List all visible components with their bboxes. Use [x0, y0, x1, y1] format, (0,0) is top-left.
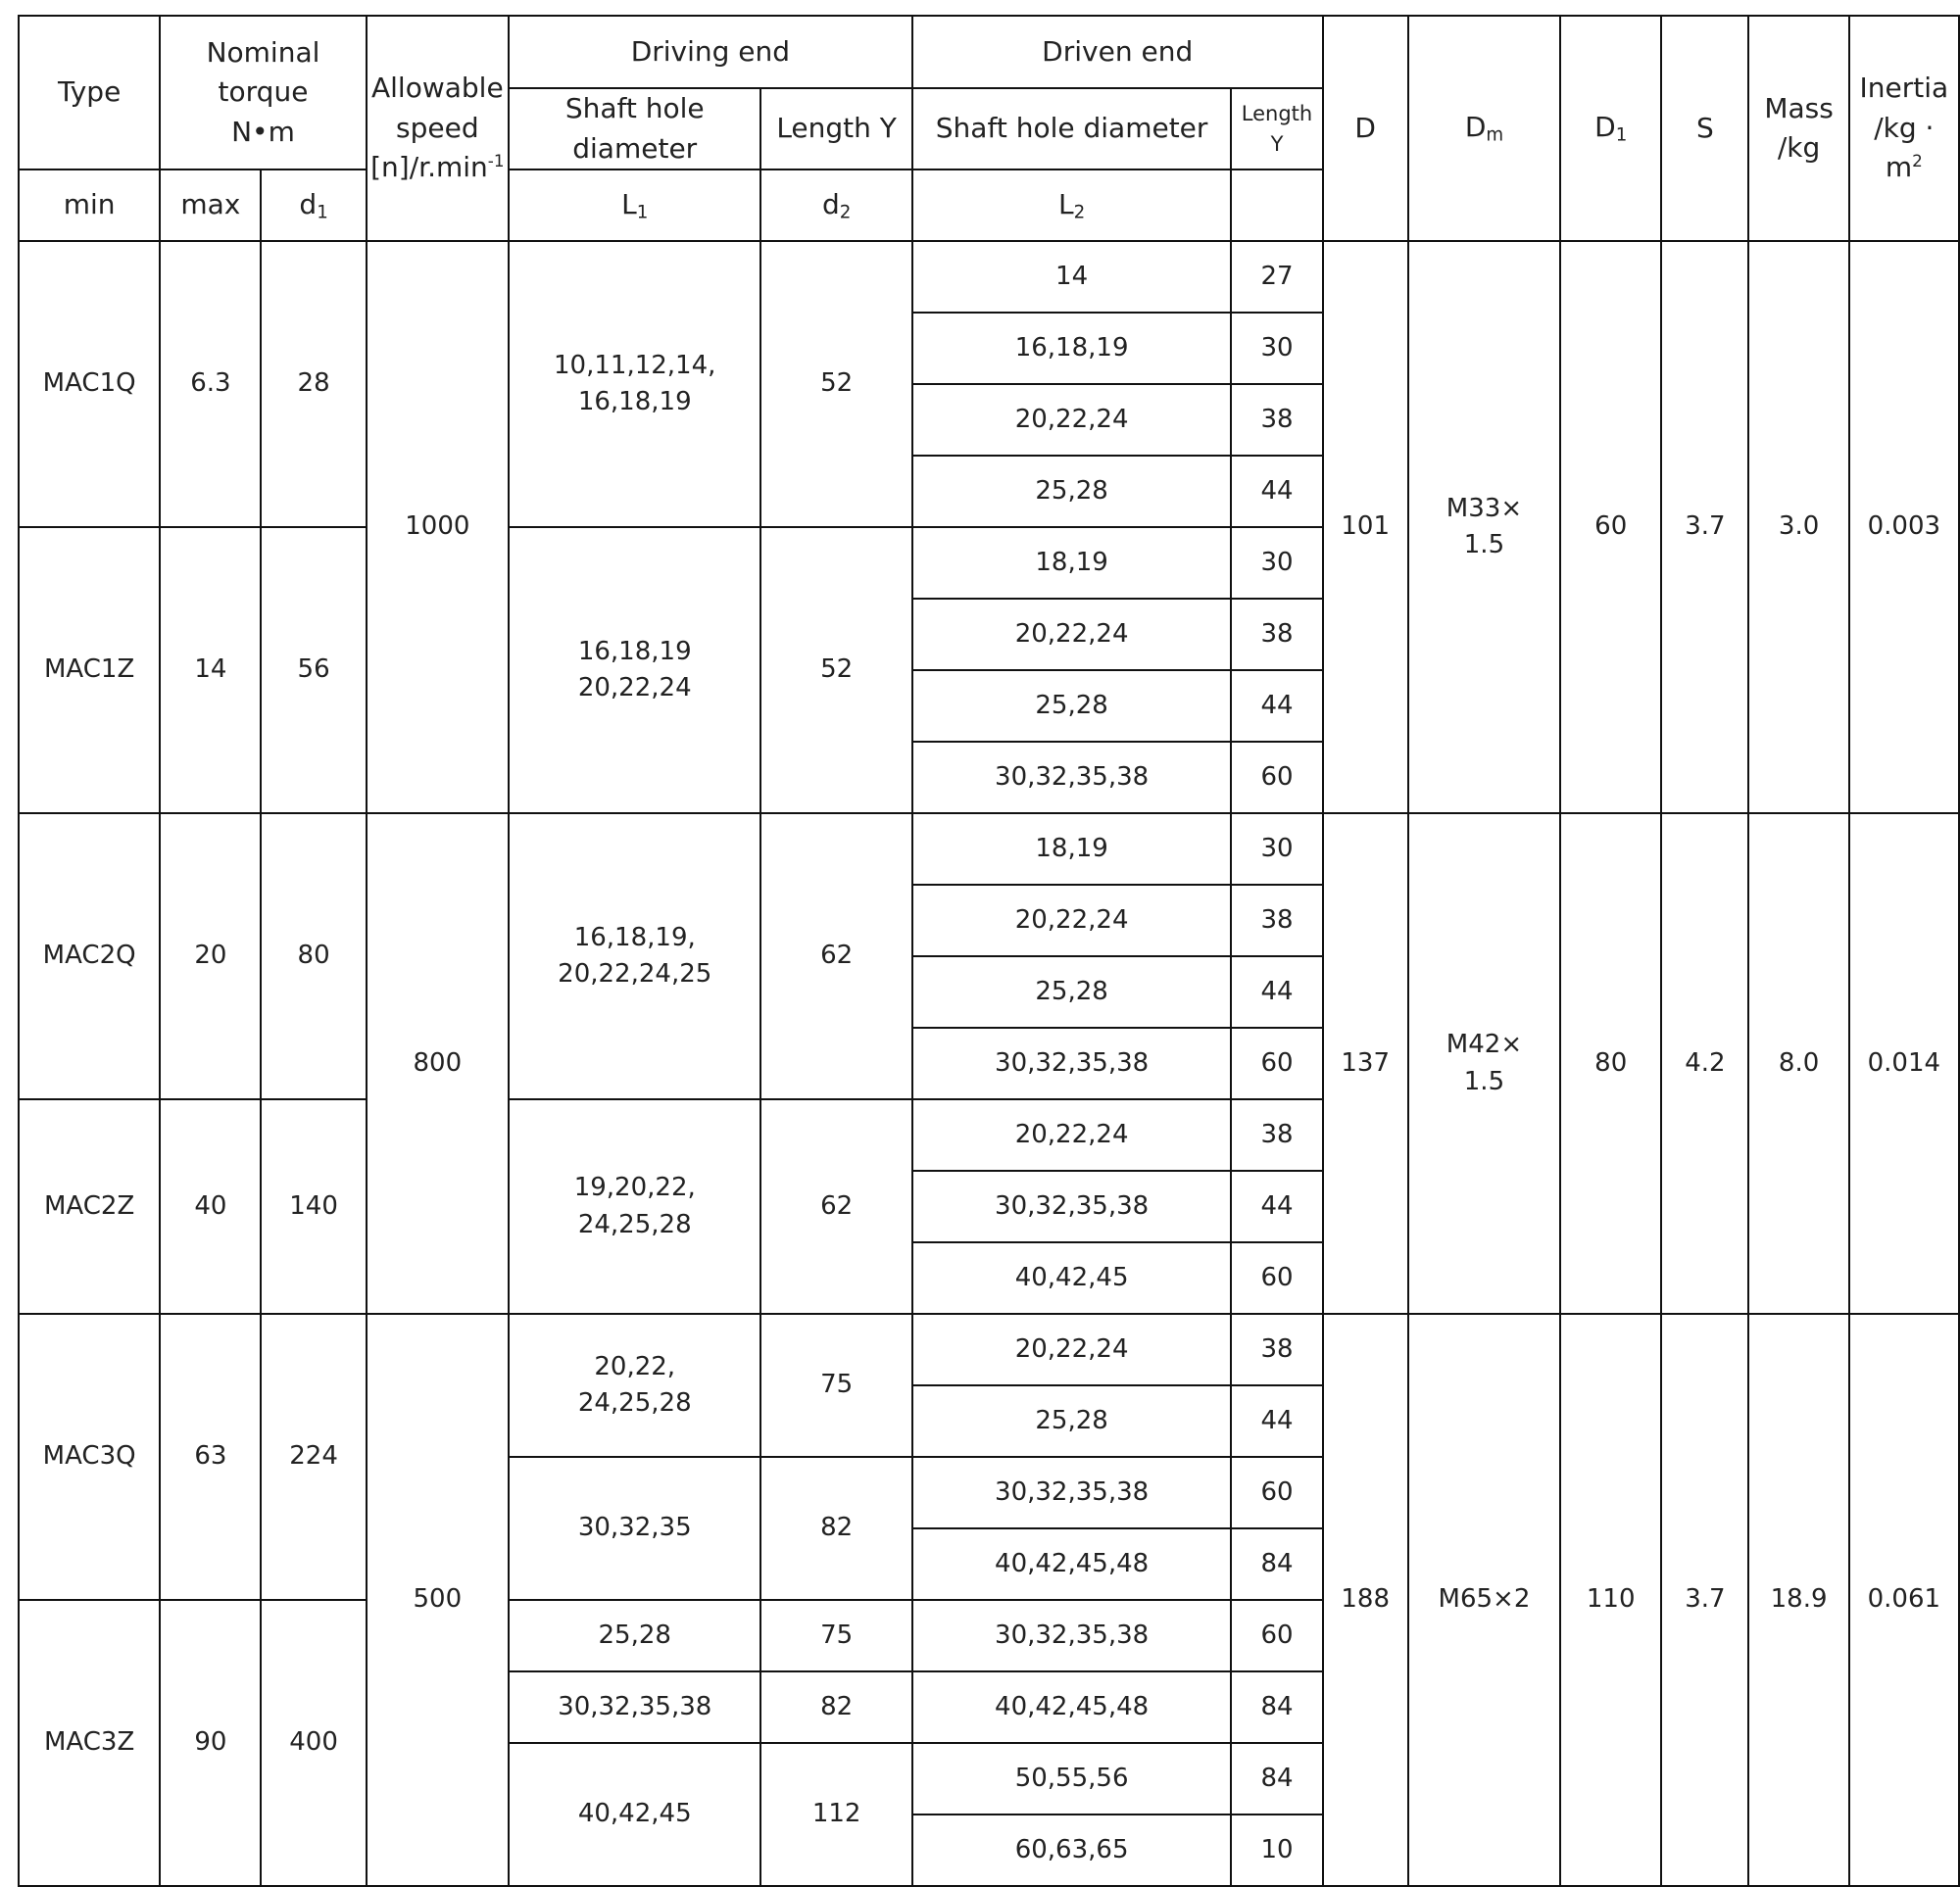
header-driven-end: Driven end [912, 16, 1323, 88]
D-cell: 188 [1323, 1314, 1408, 1886]
torque-min-cell: 6.3 [160, 241, 261, 527]
header-L2 [912, 169, 1232, 241]
d1-cell [509, 527, 761, 813]
d2-cell: 30,32,35,38 [912, 742, 1232, 813]
d2-cell: 18,19 [912, 813, 1232, 885]
d2-cell: 30,32,35,38 [912, 1028, 1232, 1099]
d1-line: 20,22,24 [577, 673, 692, 703]
L2-cell: 84 [1231, 1671, 1322, 1743]
torque-max-cell: 56 [261, 527, 366, 813]
L2-cell: 10 [1231, 1814, 1322, 1886]
torque-max-cell: 140 [261, 1099, 366, 1314]
S-cell: 3.7 [1661, 1314, 1748, 1886]
mass-cell: 3.0 [1748, 241, 1848, 813]
d2-cell: 30,32,35,38 [912, 1600, 1232, 1671]
header-d2 [760, 169, 911, 241]
Dm-line: M33× [1446, 493, 1523, 523]
header-D1 [1560, 16, 1661, 241]
header-type: Type [19, 16, 160, 169]
S-cell: 3.7 [1661, 241, 1748, 813]
d1-cell [509, 1314, 761, 1457]
d2-cell: 30,32,35,38 [912, 1457, 1232, 1528]
L1-cell: 82 [760, 1457, 911, 1600]
d2-cell: 40,42,45,48 [912, 1528, 1232, 1600]
header-d2-sub: 2 [839, 202, 852, 223]
d1-line: 20,22,24,25 [558, 959, 712, 990]
type-cell: MAC2Z [19, 1099, 160, 1314]
torque-min-cell: 20 [160, 813, 261, 1099]
header-inertia-sup: 2 [1912, 151, 1923, 171]
type-cell: MAC3Q [19, 1314, 160, 1600]
d2-cell: 20,22,24 [912, 599, 1232, 670]
torque-min-cell: 14 [160, 527, 261, 813]
header-L2-sub: 2 [1073, 202, 1086, 223]
type-cell: MAC3Z [19, 1600, 160, 1886]
header-allowable-speed [367, 16, 509, 241]
L2-cell: 38 [1231, 885, 1322, 956]
inertia-cell: 0.003 [1849, 241, 1959, 813]
d2-cell: 25,28 [912, 456, 1232, 527]
header-length-driven: Length Y [1231, 88, 1322, 169]
L2-cell: 60 [1231, 1242, 1322, 1314]
header-D1-sub: 1 [1615, 124, 1628, 146]
header-L2-main: L [1058, 187, 1074, 220]
d1-line: 10,11,12,14, [554, 350, 716, 380]
header-L1-main: L [621, 187, 637, 220]
inertia-cell: 0.014 [1849, 813, 1959, 1314]
d2-cell: 30,32,35,38 [912, 1171, 1232, 1242]
L1-cell: 75 [760, 1600, 911, 1671]
d1-cell [509, 241, 761, 527]
coupling-spec-table [18, 15, 1960, 1887]
header-torque-max: max [160, 169, 261, 241]
L2-cell: 60 [1231, 1600, 1322, 1671]
header-mass-line1: Mass [1764, 91, 1834, 124]
d2-cell: 20,22,24 [912, 885, 1232, 956]
header-speed-line1: Allowable [370, 72, 504, 105]
torque-min-cell: 63 [160, 1314, 261, 1600]
D-cell: 101 [1323, 241, 1408, 813]
type-cell: MAC1Z [19, 527, 160, 813]
L2-cell: 44 [1231, 670, 1322, 742]
header-nominal-torque [160, 16, 366, 169]
header-length-driving: Length Y [760, 88, 911, 169]
d2-cell: 40,42,45 [912, 1242, 1232, 1314]
L2-cell: 60 [1231, 1457, 1322, 1528]
header-torque-label: Nominal torque [206, 35, 320, 109]
torque-min-cell: 40 [160, 1099, 261, 1314]
D-cell: 137 [1323, 813, 1408, 1314]
D1-cell: 80 [1560, 813, 1661, 1314]
d1-line: 16,18,19 [577, 387, 692, 417]
d2-cell: 16,18,19 [912, 313, 1232, 384]
d1-cell: 30,32,35 [509, 1457, 761, 1600]
header-inertia-line1: Inertia [1859, 72, 1949, 105]
header-L1-sub: 1 [636, 202, 649, 223]
d2-cell: 20,22,24 [912, 1314, 1232, 1385]
header-D1-main: D [1594, 111, 1616, 144]
header-Dm-sub: m [1486, 124, 1504, 146]
header-Dm [1408, 16, 1560, 241]
L2-cell: 84 [1231, 1743, 1322, 1814]
header-D: D [1323, 16, 1408, 241]
d2-cell: 20,22,24 [912, 1099, 1232, 1171]
L1-cell: 62 [760, 813, 911, 1099]
inertia-cell: 0.061 [1849, 1314, 1959, 1886]
header-d2-main: d [821, 187, 840, 220]
L2-cell: 44 [1231, 1171, 1322, 1242]
header-Dm-main: D [1464, 111, 1487, 144]
L1-cell: 52 [760, 527, 911, 813]
D1-cell: 60 [1560, 241, 1661, 813]
d2-cell: 25,28 [912, 670, 1232, 742]
d1-cell [509, 1099, 761, 1314]
header-inertia [1849, 16, 1959, 241]
d1-line: 24,25,28 [577, 1209, 692, 1239]
d1-cell: 40,42,45 [509, 1743, 761, 1886]
d2-cell: 50,55,56 [912, 1743, 1232, 1814]
d1-line: 24,25,28 [577, 1388, 692, 1419]
L2-cell: 60 [1231, 742, 1322, 813]
L2-cell: 44 [1231, 1385, 1322, 1457]
L2-cell: 38 [1231, 1314, 1322, 1385]
header-shaft-hole-driving: Shaft hole diameter [509, 88, 761, 169]
d2-cell: 20,22,24 [912, 384, 1232, 456]
header-d1 [261, 169, 366, 241]
d1-cell: 25,28 [509, 1600, 761, 1671]
L2-cell: 30 [1231, 813, 1322, 885]
Dm-line: 1.5 [1463, 1066, 1505, 1096]
Dm-cell [1408, 241, 1560, 813]
L1-cell: 112 [760, 1743, 911, 1886]
mass-cell: 18.9 [1748, 1314, 1848, 1886]
header-mass [1748, 16, 1848, 241]
d2-cell: 25,28 [912, 1385, 1232, 1457]
S-cell: 4.2 [1661, 813, 1748, 1314]
header-speed-line3: [n]/r.min [370, 151, 488, 184]
L2-cell: 44 [1231, 956, 1322, 1028]
torque-max-cell: 80 [261, 813, 366, 1099]
L2-cell: 38 [1231, 384, 1322, 456]
header-d1-main: d [299, 187, 318, 220]
L2-cell: 38 [1231, 599, 1322, 670]
header-S: S [1661, 16, 1748, 241]
L2-cell: 44 [1231, 456, 1322, 527]
L1-cell: 82 [760, 1671, 911, 1743]
L2-cell: 30 [1231, 527, 1322, 599]
L2-cell: 84 [1231, 1528, 1322, 1600]
d1-cell: 30,32,35,38 [509, 1671, 761, 1743]
d2-cell: 60,63,65 [912, 1814, 1232, 1886]
header-mass-line2: /kg [1777, 131, 1821, 165]
header-speed-sup: -1 [487, 151, 505, 171]
d1-cell [509, 813, 761, 1099]
header-L1 [509, 169, 761, 241]
d1-line: 16,18,19, [573, 922, 696, 952]
mass-cell: 8.0 [1748, 813, 1848, 1314]
header-d1-sub: 1 [317, 202, 328, 223]
L2-cell: 27 [1231, 241, 1322, 313]
d2-cell: 25,28 [912, 956, 1232, 1028]
speed-cell: 1000 [367, 241, 509, 813]
d2-cell: 18,19 [912, 527, 1232, 599]
header-inertia-line2: /kg · m [1874, 111, 1935, 184]
header-torque-unit: N•m [231, 115, 295, 148]
Dm-line: M42× [1446, 1030, 1523, 1059]
header-driving-end: Driving end [509, 16, 912, 88]
header-shaft-hole-driven: Shaft hole diameter [912, 88, 1232, 169]
torque-max-cell: 28 [261, 241, 366, 527]
torque-max-cell: 224 [261, 1314, 366, 1600]
L1-cell: 62 [760, 1099, 911, 1314]
torque-max-cell: 400 [261, 1600, 366, 1886]
Dm-line: 1.5 [1463, 530, 1505, 560]
header-torque-min: min [19, 169, 160, 241]
d2-cell: 40,42,45,48 [912, 1671, 1232, 1743]
speed-cell: 500 [367, 1314, 509, 1886]
type-cell: MAC2Q [19, 813, 160, 1099]
L1-cell: 75 [760, 1314, 911, 1457]
header-speed-line2: speed [396, 111, 479, 144]
type-cell: MAC1Q [19, 241, 160, 527]
L2-cell: 60 [1231, 1028, 1322, 1099]
d1-line: 16,18,19 [577, 636, 692, 666]
L2-cell: 30 [1231, 313, 1322, 384]
speed-cell: 800 [367, 813, 509, 1314]
L2-cell: 38 [1231, 1099, 1322, 1171]
d1-line: 20,22, [594, 1351, 676, 1381]
d2-cell: 14 [912, 241, 1232, 313]
d1-line: 19,20,22, [573, 1173, 696, 1202]
L1-cell: 52 [760, 241, 911, 527]
D1-cell: 110 [1560, 1314, 1661, 1886]
Dm-cell: M65×2 [1408, 1314, 1560, 1886]
Dm-cell [1408, 813, 1560, 1314]
torque-min-cell: 90 [160, 1600, 261, 1886]
